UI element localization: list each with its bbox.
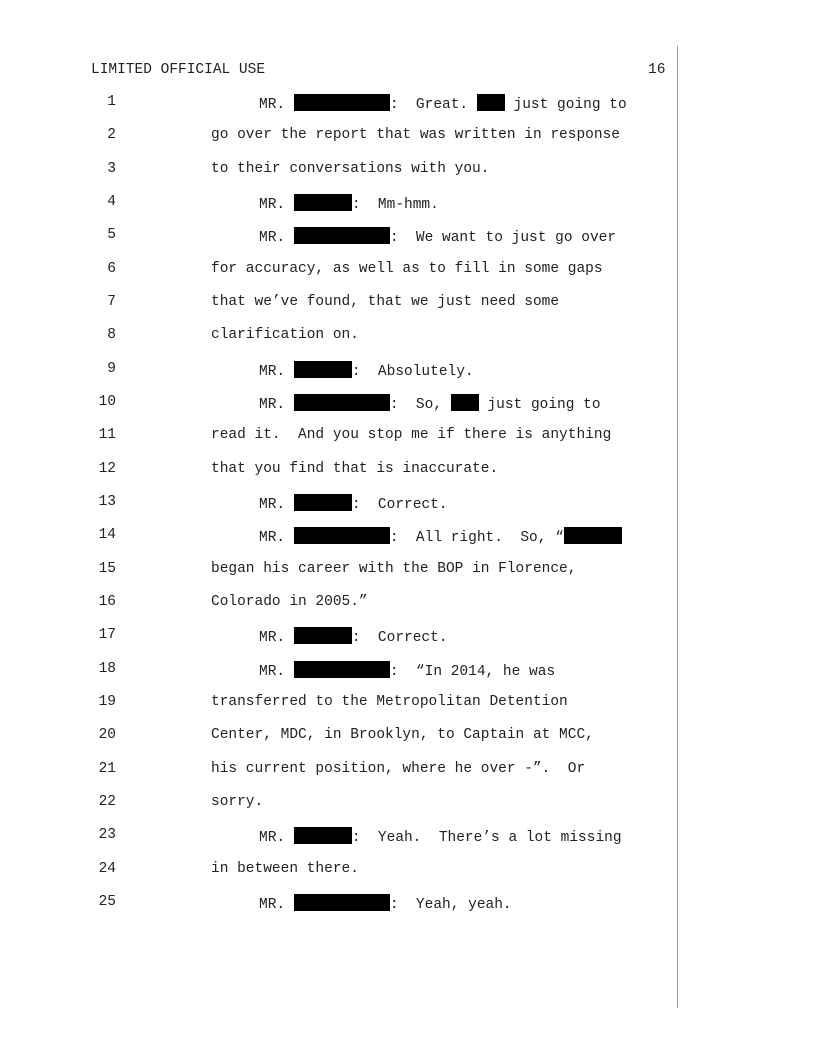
transcript-line: [0, 227, 816, 247]
line-number: 7: [107, 294, 116, 310]
transcript-line: [0, 761, 816, 781]
line-text: Colorado in 2005.”: [211, 594, 368, 610]
page-number: 16: [648, 62, 666, 78]
transcript-line: [0, 894, 816, 914]
line-text: [259, 527, 622, 546]
line-text: [259, 227, 616, 246]
transcript-line: [0, 127, 816, 147]
redacted-name: [294, 361, 352, 378]
transcript-line: [0, 261, 816, 281]
text-segment: : Yeah, yeah.: [389, 897, 512, 913]
line-text: [259, 827, 622, 846]
line-number: 13: [98, 494, 116, 510]
redacted-text: [477, 94, 505, 111]
line-text: [259, 627, 448, 646]
transcript-line: [0, 161, 816, 181]
line-number: 16: [98, 594, 116, 610]
transcript-line: [0, 861, 816, 881]
text-segment: : So,: [389, 397, 451, 413]
text-segment: : Great.: [389, 97, 477, 113]
line-text: transferred to the Metropolitan Detention: [211, 694, 568, 710]
transcript-line: [0, 727, 816, 747]
transcript-line: [0, 561, 816, 581]
line-number: 19: [98, 694, 116, 710]
line-number: 15: [98, 561, 116, 577]
line-text: read it. And you stop me if there is anything: [211, 427, 612, 443]
transcript-line: [0, 527, 816, 547]
line-number: 17: [98, 627, 116, 643]
line-number: 20: [98, 727, 116, 743]
redacted-name: [294, 227, 390, 244]
line-number: 6: [107, 261, 116, 277]
line-number: 5: [107, 227, 116, 243]
text-segment: : All right. So, “: [389, 530, 564, 546]
transcript-line: [0, 327, 816, 347]
speaker-title: MR.: [259, 97, 294, 113]
line-text: began his career with the BOP in Florence,: [211, 561, 577, 577]
line-number: 3: [107, 161, 116, 177]
speaker-title: MR.: [259, 497, 294, 513]
transcript-line: [0, 427, 816, 447]
text-segment: : Correct.: [351, 630, 448, 646]
speaker-title: MR.: [259, 664, 294, 680]
classification-header: LIMITED OFFICIAL USE: [91, 62, 266, 78]
speaker-title: MR.: [259, 630, 294, 646]
speaker-title: MR.: [259, 230, 294, 246]
text-segment: : We want to just go over: [389, 230, 617, 246]
line-number: 21: [98, 761, 116, 777]
speaker-title: MR.: [259, 897, 294, 913]
transcript-line: [0, 594, 816, 614]
line-number: 11: [98, 427, 116, 443]
redacted-text: [451, 394, 479, 411]
redacted-name: [294, 894, 390, 911]
line-text: [259, 194, 439, 213]
redacted-name: [294, 827, 352, 844]
transcript-line: [0, 627, 816, 647]
redacted-name: [294, 94, 390, 111]
redacted-name: [294, 494, 352, 511]
line-text: Center, MDC, in Brooklyn, to Captain at MCC,: [211, 727, 594, 743]
text-segment: : “In 2014, he was: [389, 664, 556, 680]
line-number: 12: [98, 461, 116, 477]
speaker-title: MR.: [259, 364, 294, 380]
line-number: 14: [98, 527, 116, 543]
text-segment: : Correct.: [351, 497, 448, 513]
transcript-line: [0, 694, 816, 714]
line-number: 4: [107, 194, 116, 210]
transcript-line: [0, 661, 816, 681]
line-number: 24: [98, 861, 116, 877]
redacted-name: [294, 194, 352, 211]
speaker-title: MR.: [259, 830, 294, 846]
transcript-line: [0, 361, 816, 381]
line-text: go over the report that was written in response: [211, 127, 620, 143]
line-text: [259, 394, 601, 413]
line-text: [259, 661, 555, 680]
line-text: sorry.: [211, 794, 264, 810]
line-text: for accuracy, as well as to fill in some gaps: [211, 261, 603, 277]
transcript-line: [0, 494, 816, 514]
line-text: that we’ve found, that we just need some: [211, 294, 560, 310]
transcript-line: [0, 827, 816, 847]
transcript-line: [0, 294, 816, 314]
transcript-line: [0, 794, 816, 814]
transcript-line: [0, 194, 816, 214]
text-segment: just going to: [504, 97, 627, 113]
line-number: 2: [107, 127, 116, 143]
redacted-name: [294, 661, 390, 678]
transcript-line: [0, 94, 816, 114]
line-number: 23: [98, 827, 116, 843]
speaker-title: MR.: [259, 397, 294, 413]
line-number: 18: [98, 661, 116, 677]
redacted-name: [294, 627, 352, 644]
speaker-title: MR.: [259, 197, 294, 213]
line-text: clarification on.: [211, 327, 359, 343]
line-text: [259, 361, 474, 380]
line-number: 22: [98, 794, 116, 810]
line-text: in between there.: [211, 861, 359, 877]
transcript-line: [0, 461, 816, 481]
redacted-name: [294, 527, 390, 544]
transcript-line: [0, 394, 816, 414]
line-text: that you find that is inaccurate.: [211, 461, 499, 477]
text-segment: : Yeah. There’s a lot missing: [351, 830, 622, 846]
line-text: [259, 94, 627, 113]
line-number: 10: [98, 394, 116, 410]
line-number: 8: [107, 327, 116, 343]
line-text: his current position, where he over -”. Or: [211, 761, 586, 777]
line-text: [259, 894, 512, 913]
speaker-title: MR.: [259, 530, 294, 546]
line-number: 1: [107, 94, 116, 110]
redacted-name: [294, 394, 390, 411]
text-segment: : Absolutely.: [351, 364, 474, 380]
line-number: 25: [98, 894, 116, 910]
redacted-text: [564, 527, 622, 544]
text-segment: : Mm-hmm.: [351, 197, 439, 213]
line-text: to their conversations with you.: [211, 161, 490, 177]
text-segment: just going to: [478, 397, 601, 413]
line-number: 9: [107, 361, 116, 377]
line-text: [259, 494, 448, 513]
